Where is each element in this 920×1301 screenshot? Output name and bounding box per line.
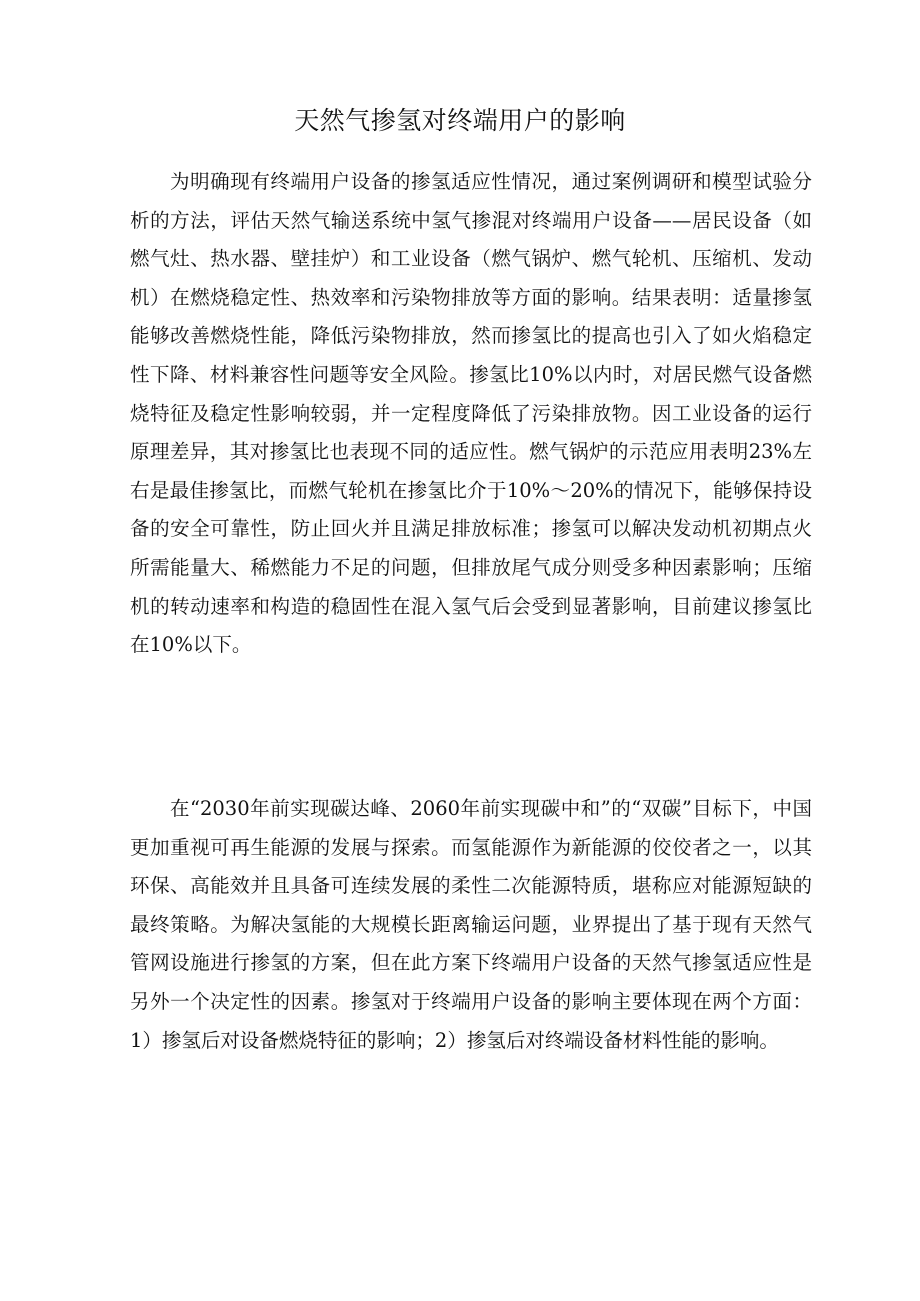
abstract-paragraph: 为明确现有终端用户设备的掺氢适应性情况，通过案例调研和模型试验分析的方法，评估天然气输送系统中氢气掺混对终端用户设备——居民设备（如燃气灶、热水器、壁挂炉）和工业设备（燃气锅炉、燃气轮机、压缩机、发动机）在燃烧稳定性、热效率和污染物排放等方面的影响。结果表明：适量掺氢能够改善燃烧性能，降低污染物排放，然而掺氢比的提高也引入了如火焰稳定性下降、材料兼容性问题等安全风险。掺氢比10%以内时，对居民燃气设备燃烧特征及稳定性影响较弱，并一定程度降低了污染排放物。因工业设备的运行原理差异，其对掺氢比也表现不同的适应性。燃气锅炉的示范应用表明23%左右是最佳掺氢比，而燃气轮机在掺氢比介于10%～20%的情况下，能够保持设备的安全可靠性，防止回火并且满足排放标准；掺氢可以解决发动机初期点火所需能量大、稀燃能力不足的问题，但排放尾气成分则受多种因素影响；压缩机的转动速率和构造的稳固性在混入氢气后会受到显著影响，目前建议掺氢比在10%以下。 <box>130 170 812 657</box>
document-title: 天然气掺氢对终端用户的影响 <box>294 106 626 135</box>
body-paragraph: 在“2030年前实现碳达峰、2060年前实现碳中和”的“双碳”目标下，中国更加重视可再生能源的发展与探索。而氢能源作为新能源的佼佼者之一，以其环保、高能效并且具备可连续发展的柔性二次能源特质，堪称应对能源短缺的最终策略。为解决氢能的大规模长距离输运问题，业界提出了基于现有天然气管网设施进行掺氢的方案，但在此方案下终端用户设备的天然气掺氢适应性是另外一个决定性的因素。掺氢对于终端用户设备的影响主要体现在两个方面：1）掺氢后对设备燃烧特征的影响；2）掺氢后对终端设备材料性能的影响。 <box>130 797 812 1052</box>
